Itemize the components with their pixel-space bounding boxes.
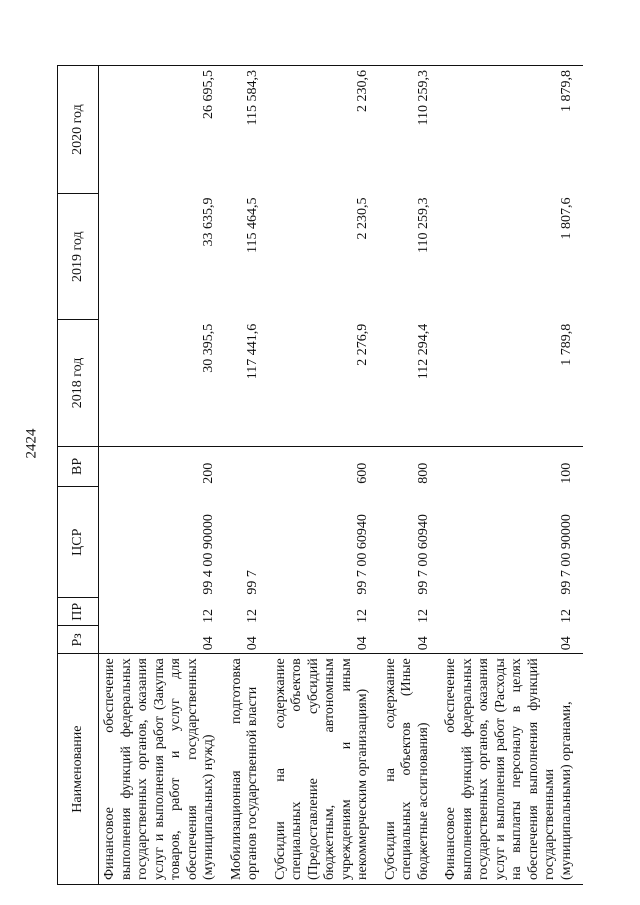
row-name: Мобилизационная подготовка органов государственной власти xyxy=(226,654,270,885)
row-csr: 99 4 00 90000 xyxy=(201,514,217,595)
header-2018: 2018 год xyxy=(58,320,99,446)
header-pr: ПР xyxy=(58,598,99,626)
row-2020: 110 259,3 xyxy=(380,66,441,194)
row-rz: 04 xyxy=(558,636,574,651)
row-name: Финансовое обеспечение выполнения функций федеральных государственных органов, оказания услуг и выполнения работ (Закупка товаров, работ и услуг для обеспечения государственных (муниципальных) нужд) xyxy=(99,654,226,885)
header-2019: 2019 год xyxy=(58,194,99,320)
budget-table xyxy=(57,65,583,885)
budget-table-page xyxy=(57,65,607,885)
row-csr: 99 7 00 60940 xyxy=(355,514,371,595)
row-2020: 115 584,3 xyxy=(226,66,270,194)
header-vr: ВР xyxy=(58,446,99,487)
row-vr: 800 xyxy=(380,446,441,487)
row-csr: 99 7 xyxy=(245,570,261,595)
row-csr: 99 7 00 60940 xyxy=(415,514,431,595)
row-vr: 100 xyxy=(440,446,583,487)
table-row xyxy=(99,66,226,885)
row-rz: 04 xyxy=(355,636,371,651)
row-2019: 33 635,9 xyxy=(201,197,217,247)
header-rz: Рз xyxy=(58,626,99,654)
row-2018: 30 395,5 xyxy=(201,323,217,373)
row-2019: 1 807,6 xyxy=(558,197,574,240)
row-2020: 2 230,6 xyxy=(270,66,380,194)
row-2018: 117 441,6 xyxy=(245,323,261,380)
row-2019: 115 464,5 xyxy=(245,197,261,254)
row-2018: 1 789,8 xyxy=(558,323,574,366)
row-2020: 1 879,8 xyxy=(440,66,583,194)
table-header-row xyxy=(58,66,99,885)
row-pr: 12 xyxy=(355,608,371,623)
table-row xyxy=(380,66,441,885)
table-row xyxy=(270,66,380,885)
row-name: Субсидии на содержание специальных объектов (Предоставление субсидий бюджетным, автономным учреждениям и иным некоммерческим организациям) xyxy=(270,654,380,885)
row-2018: 112 294,4 xyxy=(415,323,431,380)
row-pr: 12 xyxy=(201,608,217,623)
row-pr: 12 xyxy=(415,608,431,623)
header-name: Наименование xyxy=(58,654,99,885)
header-2020: 2020 год xyxy=(58,66,99,194)
row-rz: 04 xyxy=(245,636,261,651)
row-vr: 200 xyxy=(99,446,226,487)
row-2019: 110 259,3 xyxy=(415,197,431,254)
header-csr: ЦСР xyxy=(58,487,99,598)
row-vr: 600 xyxy=(270,446,380,487)
table-row xyxy=(440,66,583,885)
row-rz: 04 xyxy=(201,636,217,651)
row-name: Финансовое обеспечение выполнения функций федеральных государственных органов, оказания услуг и выполнения работ (Расходы на выплаты персоналу в целях обеспечения выполнения функций государственными (муниципальными) органами, xyxy=(440,654,583,885)
page-number: 2424 xyxy=(23,428,40,459)
row-vr xyxy=(226,446,270,487)
row-csr: 99 7 00 90000 xyxy=(558,514,574,595)
row-pr: 12 xyxy=(245,608,261,623)
row-2019: 2 230,5 xyxy=(355,197,371,240)
row-2018: 2 276,9 xyxy=(355,323,371,366)
row-2020: 26 695,5 xyxy=(99,66,226,194)
table-row xyxy=(226,66,270,885)
row-rz: 04 xyxy=(415,636,431,651)
row-pr: 12 xyxy=(558,608,574,623)
row-name: Субсидии на содержание специальных объектов (Иные бюджетные ассигнования) xyxy=(380,654,441,885)
